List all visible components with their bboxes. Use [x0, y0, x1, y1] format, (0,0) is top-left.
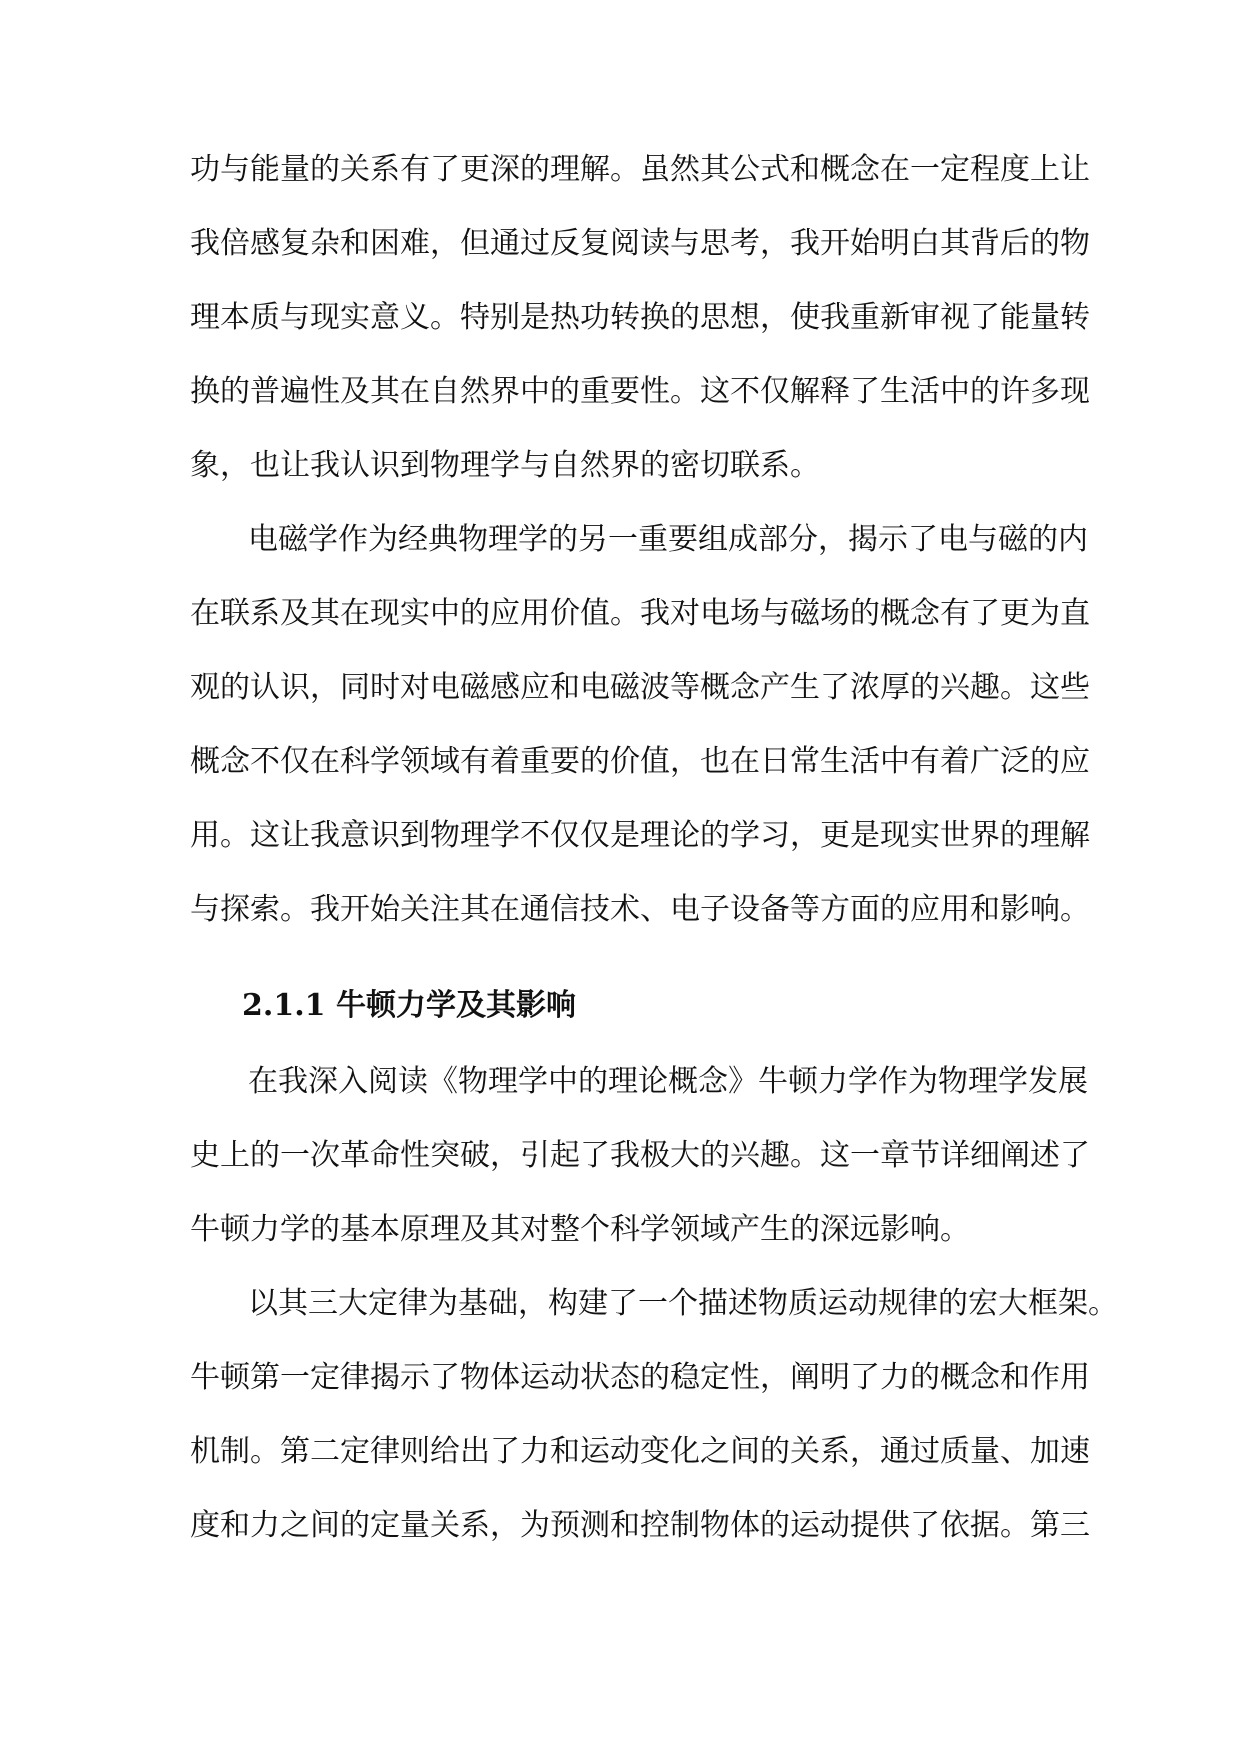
- text-line: 换的普遍性及其在自然界中的重要性。这不仅解释了生活中的许多现: [190, 374, 1090, 409]
- text-line: 电磁学作为经典物理学的另一重要组成部分，揭示了电与磁的内: [248, 522, 1088, 557]
- text-line: 在我深入阅读《物理学中的理论概念》牛顿力学作为物理学发展: [248, 1064, 1088, 1099]
- text-line: 牛顿第一定律揭示了物体运动状态的稳定性，阐明了力的概念和作用: [190, 1360, 1090, 1395]
- text-line: 功与能量的关系有了更深的理解。虽然其公式和概念在一定程度上让: [190, 152, 1090, 187]
- text-line: 概念不仅在科学领域有着重要的价值，也在日常生活中有着广泛的应: [190, 744, 1090, 779]
- text-line: 牛顿力学的基本原理及其对整个科学领域产生的深远影响。: [190, 1212, 970, 1247]
- text-line: 在联系及其在现实中的应用价值。我对电场与磁场的概念有了更为直: [190, 596, 1090, 631]
- section-heading: 2.1.1 牛顿力学及其影响: [242, 988, 576, 1023]
- paragraph-newton-laws: [190, 1280, 1118, 1576]
- text-line: 以其三大定律为基础，构建了一个描述物质运动规律的宏大框架。: [248, 1286, 1118, 1321]
- paragraph-newton-intro: [190, 1058, 1090, 1280]
- text-line: 机制。第二定律则给出了力和运动变化之间的关系，通过质量、加速: [190, 1434, 1090, 1469]
- text-line: 用。这让我意识到物理学不仅仅是理论的学习，更是现实世界的理解: [190, 818, 1090, 853]
- text-line: 史上的一次革命性突破，引起了我极大的兴趣。这一章节详细阐述了: [190, 1138, 1090, 1173]
- document-body: [190, 146, 1118, 1576]
- text-line: 我倍感复杂和困难，但通过反复阅读与思考，我开始明白其背后的物: [190, 226, 1090, 261]
- text-line: 象，也让我认识到物理学与自然界的密切联系。: [190, 448, 820, 483]
- paragraph-electromagnetism: [190, 516, 1090, 960]
- text-line: 度和力之间的定量关系，为预测和控制物体的运动提供了依据。第三: [190, 1508, 1090, 1543]
- text-line: 与探索。我开始关注其在通信技术、电子设备等方面的应用和影响。: [190, 892, 1090, 927]
- text-line: 理本质与现实意义。特别是热功转换的思想，使我重新审视了能量转: [190, 300, 1090, 335]
- paragraph-thermodynamics: [190, 146, 1090, 516]
- text-line: 观的认识，同时对电磁感应和电磁波等概念产生了浓厚的兴趣。这些: [190, 670, 1090, 705]
